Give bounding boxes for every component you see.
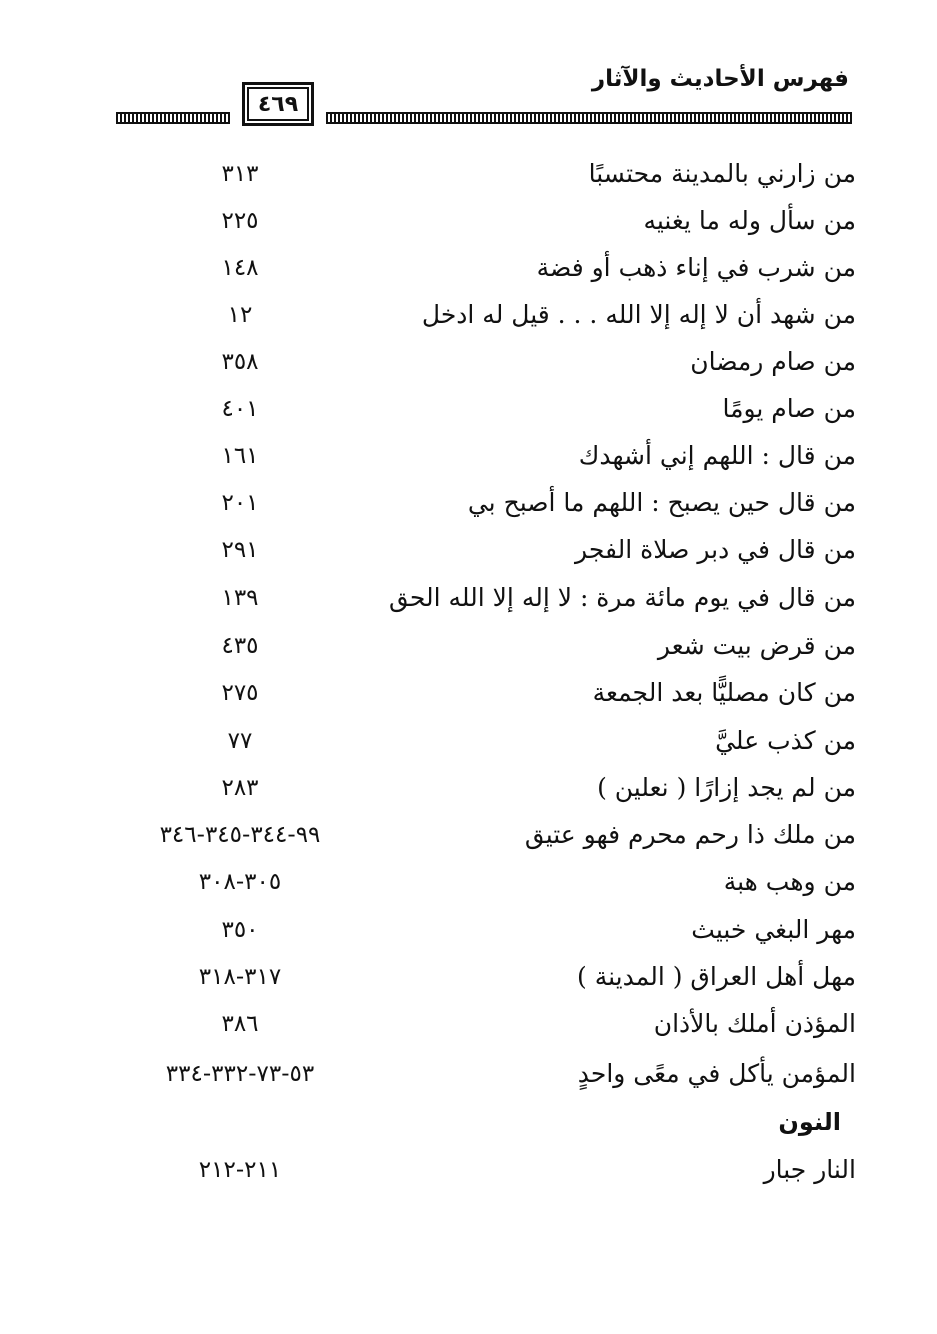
entry-pages: ٢٢٥ <box>221 208 259 234</box>
entry-pages: ١٦١ <box>221 443 259 469</box>
index-entry <box>100 389 860 429</box>
entry-pages: ٩٩-٣٤٤-٣٤٥-٣٤٦ <box>159 822 321 848</box>
entry-pages: ٣٥٨ <box>221 349 259 375</box>
entry-pages: ٣٥٠ <box>221 917 259 943</box>
entry-pages: ٤٣٥ <box>221 633 259 659</box>
entry-pages: ٢٠١ <box>221 490 259 516</box>
entry-pages: ٢٩١ <box>221 537 259 563</box>
entry-text: من قال حين يصبح : اللهم ما أصبح بي <box>467 488 856 517</box>
entry-pages: ٣٨٦ <box>221 1011 259 1037</box>
entry-pages: ٣١٣ <box>221 161 259 187</box>
index-entry <box>100 1004 860 1044</box>
index-entry <box>100 815 860 855</box>
index-entry <box>100 626 860 666</box>
entry-text: من كذب عليَّ <box>715 726 856 755</box>
entry-text: مهر البغي خبيث <box>691 915 856 944</box>
entry-text: المؤذن أملك بالأذان <box>653 1009 856 1038</box>
section-heading: النون <box>778 1108 841 1136</box>
entry-pages: ٤٠١ <box>221 396 259 422</box>
entry-text: من قال : اللهم إني أشهدك <box>578 441 856 470</box>
entry-pages: ٢٨٣ <box>221 775 259 801</box>
index-entry <box>100 578 860 618</box>
entry-text: من ملك ذا رحم محرم فهو عتيق <box>524 820 856 849</box>
entry-pages: ١٣٩ <box>221 585 259 611</box>
index-entry <box>100 862 860 902</box>
entry-text: من قال في يوم مائة مرة : لا إله إلا الله الحق <box>388 583 856 612</box>
index-entry <box>100 342 860 382</box>
index-entry <box>100 910 860 950</box>
index-entry <box>100 436 860 476</box>
entry-text: من سأل وله ما يغنيه <box>643 206 856 235</box>
entry-text: من كان مصليًّا بعد الجمعة <box>592 678 856 707</box>
index-entry <box>100 721 860 761</box>
index-entry <box>100 673 860 713</box>
entry-pages: ٢١١-٢١٢ <box>198 1157 282 1183</box>
entry-text: من شهد أن لا إله إلا الله . . . قيل له ادخل <box>421 300 856 329</box>
index-entry <box>100 201 860 241</box>
entry-text: من لم يجد إزارًا ( نعلين ) <box>597 773 856 802</box>
entry-text: من زارني بالمدينة محتسبًا <box>588 159 856 188</box>
index-entry <box>100 530 860 570</box>
index-entry <box>100 483 860 523</box>
page-number: ٤٦٩ <box>242 82 314 126</box>
header-rule-right <box>326 112 852 124</box>
entry-text: من قال في دبر صلاة الفجر <box>575 535 856 564</box>
index-entry <box>100 248 860 288</box>
entry-pages: ٣١٧-٣١٨ <box>198 964 282 990</box>
entry-text: المؤمن يأكل في معًى واحدٍ <box>577 1059 856 1088</box>
index-entry <box>100 768 860 808</box>
entry-text: من شرب في إناء ذهب أو فضة <box>536 253 856 282</box>
index-entry <box>100 154 860 194</box>
page-header-title: فهرس الأحاديث والآثار <box>591 66 849 92</box>
entry-text: من صام رمضان <box>690 347 856 376</box>
index-entry <box>100 1150 860 1190</box>
index-entry <box>100 295 860 335</box>
header-rule-left <box>116 112 230 124</box>
entry-pages: ٧٧ <box>227 728 253 754</box>
entry-pages: ٢٧٥ <box>221 680 259 706</box>
entry-text: من وهب هبة <box>723 867 856 896</box>
entry-pages: ٣٠٥-٣٠٨ <box>198 869 282 895</box>
entry-pages: ٥٣-٧٣-٣٣٢-٣٣٤ <box>165 1061 315 1087</box>
index-entry <box>100 957 860 997</box>
entry-text: النار جبار <box>763 1155 856 1184</box>
index-entry <box>100 1054 860 1094</box>
entry-text: من صام يومًا <box>722 394 856 423</box>
entry-text: من قرض بيت شعر <box>657 631 856 660</box>
entry-pages: ١٤٨ <box>221 255 259 281</box>
entry-pages: ١٢ <box>227 302 253 328</box>
entry-text: مهل أهل العراق ( المدينة ) <box>577 962 856 991</box>
